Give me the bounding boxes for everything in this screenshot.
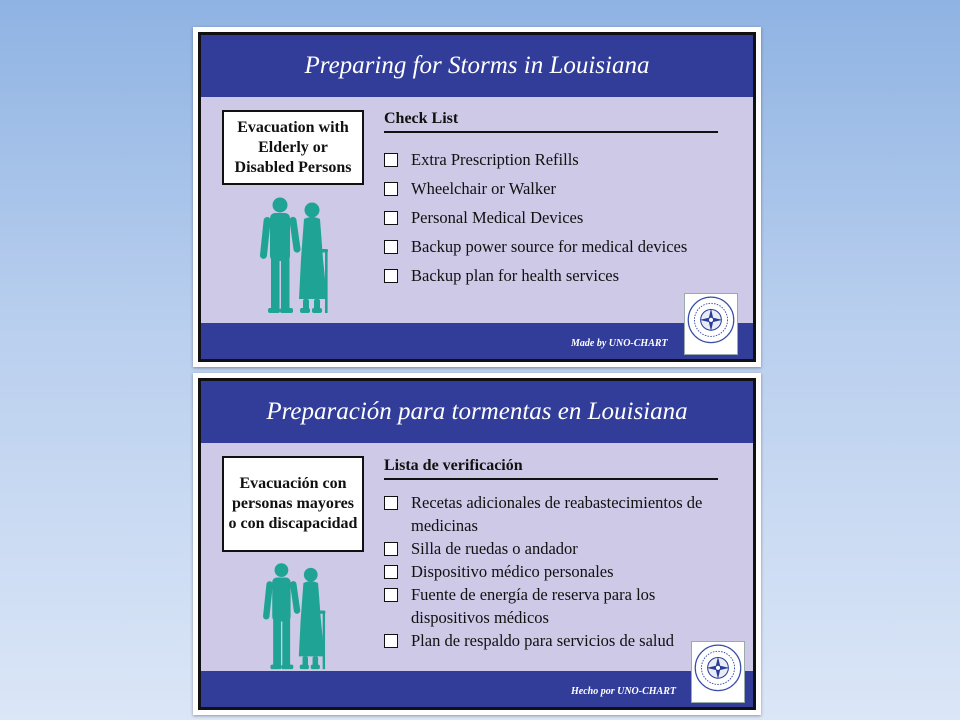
checklist-item <box>384 174 744 203</box>
checklist-item <box>384 560 724 583</box>
credit-text: Made by UNO-CHART <box>571 338 668 349</box>
uno-chart-seal-icon <box>684 293 738 355</box>
checklist-heading: Check List <box>384 110 718 133</box>
checklist-item-text: Fuente de energía de reserva para los dispositivos médicos <box>411 585 656 627</box>
checkbox[interactable] <box>384 542 398 556</box>
card-title: Preparación para tormentas en Louisiana <box>201 381 753 443</box>
checklist-item <box>384 491 724 537</box>
card-footer <box>201 671 753 707</box>
uno-chart-seal-icon <box>691 641 745 703</box>
checklist-item-text: Wheelchair or Walker <box>411 179 556 198</box>
topic-label-box: Evacuation with Elderly or Disabled Persons <box>222 110 364 185</box>
checklist-item <box>384 232 744 261</box>
checklist-item <box>384 261 744 290</box>
topic-label-box: Evacuación con personas mayores o con discapacidad <box>222 456 364 552</box>
checklist-item-text: Recetas adicionales de reabastecimientos de medicinas <box>411 493 703 535</box>
checkbox[interactable] <box>384 211 398 225</box>
checkbox[interactable] <box>384 240 398 254</box>
checklist-item <box>384 629 724 652</box>
credit-text: Hecho por UNO-CHART <box>571 686 676 697</box>
checklist-item-text: Dispositivo médico personales <box>411 562 614 581</box>
elderly-couple-icon <box>257 195 337 315</box>
checkbox[interactable] <box>384 634 398 648</box>
card-footer <box>201 323 753 359</box>
checkbox[interactable] <box>384 153 398 167</box>
checklist <box>384 491 724 652</box>
checklist <box>384 145 744 290</box>
checkbox[interactable] <box>384 588 398 602</box>
checklist-item-text: Silla de ruedas o andador <box>411 539 578 558</box>
checklist-item-text: Backup power source for medical devices <box>411 237 688 256</box>
checklist-item <box>384 145 744 174</box>
checkbox[interactable] <box>384 496 398 510</box>
card-frame <box>198 378 756 710</box>
checklist-item-text: Personal Medical Devices <box>411 208 584 227</box>
checklist-item <box>384 537 724 560</box>
checklist-item-text: Plan de respaldo para servicios de salud <box>411 631 675 650</box>
checkbox[interactable] <box>384 269 398 283</box>
checklist-item <box>384 583 724 629</box>
card-title: Preparing for Storms in Louisiana <box>201 35 753 97</box>
checklist-item <box>384 203 744 232</box>
checklist-item-text: Backup plan for health services <box>411 266 620 285</box>
checkbox[interactable] <box>384 565 398 579</box>
checkbox[interactable] <box>384 182 398 196</box>
storm-card-english <box>193 27 761 367</box>
card-frame <box>198 32 756 362</box>
checklist-item-text: Extra Prescription Refills <box>411 150 579 169</box>
storm-card-spanish <box>193 373 761 715</box>
checklist-heading: Lista de verificación <box>384 457 718 480</box>
elderly-couple-icon <box>257 561 337 671</box>
